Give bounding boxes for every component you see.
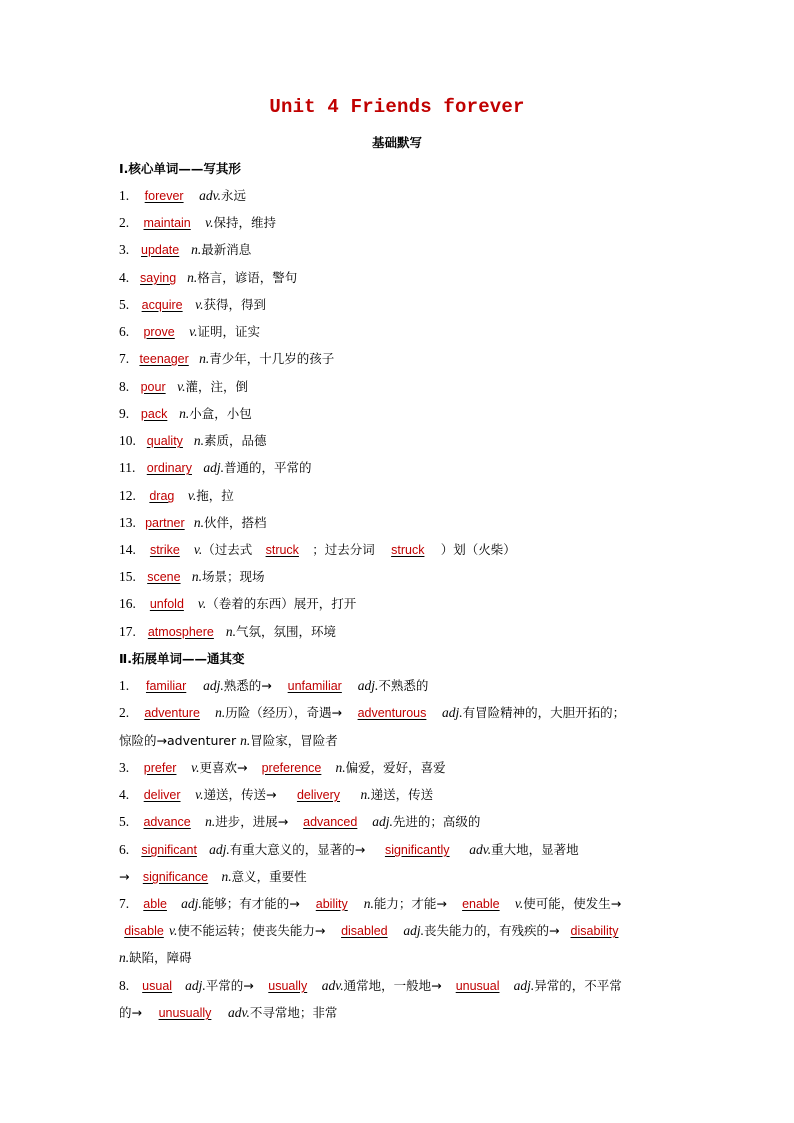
list-item (119, 431, 694, 451)
item-number: 16. (119, 596, 136, 611)
part-of-speech: adj. (203, 678, 224, 693)
list-item (119, 404, 694, 424)
meaning-text: 不寻常地；非常 (249, 1005, 338, 1020)
answer-blank: ability (315, 897, 348, 911)
answer-blank: adventurous (357, 706, 427, 720)
item-number: 14. (119, 542, 136, 557)
part-of-speech: adj. (185, 978, 206, 993)
meaning-text: 小盒，小包 (189, 406, 252, 421)
part-of-speech: n. (360, 787, 371, 802)
meaning-text: 的→ (119, 1005, 142, 1020)
page-title: Unit 4 Friends forever (269, 96, 525, 118)
item-number: 6. (119, 842, 130, 857)
meaning-text: 拖，拉 (196, 488, 234, 503)
answer-blank: pack (140, 407, 168, 421)
part-of-speech: adj. (203, 460, 225, 475)
answer-blank: unusual (455, 979, 500, 993)
part-of-speech: adj. (372, 814, 393, 829)
answer-blank: teenager (139, 352, 189, 366)
meaning-text: 先进的；高级的 (392, 814, 481, 829)
item-number: 7. (119, 351, 130, 366)
list-item-ext-8 (119, 976, 694, 996)
list-item (119, 186, 694, 206)
page-subtitle: 基础默写 (371, 135, 422, 150)
answer-blank: atmosphere (147, 625, 214, 639)
part-of-speech: n. (191, 569, 202, 584)
answer-blank: struck (265, 543, 299, 557)
meaning-text: 偏爱，爱好，喜爱 (345, 760, 446, 775)
answer-blank: familiar (145, 679, 187, 693)
item-number: 8. (119, 379, 130, 394)
part-of-speech: n. (205, 814, 216, 829)
item-number: 4. (119, 270, 130, 285)
item-number: 7. (119, 896, 130, 911)
meaning-text: 有冒险精神的，大胆开拓的； (462, 705, 626, 720)
meaning-text: 获得，得到 (203, 297, 267, 312)
section-heading-core-words: Ⅰ.核心单词——写其形 (119, 161, 241, 176)
meaning-text: 普通的，平常的 (224, 460, 312, 475)
meaning-text: 最新消息 (201, 242, 252, 257)
list-item-ext-8-cont (119, 1003, 694, 1023)
list-item (119, 513, 694, 533)
list-item-ext-5 (119, 812, 694, 832)
answer-blank: adventure (144, 706, 200, 720)
meaning-text: 能够；有才能的→ (201, 896, 300, 911)
answer-blank: significantly (384, 843, 450, 857)
answer-blank: forever (144, 189, 184, 203)
item-number: 3. (119, 760, 130, 775)
meaning-text: （过去式 (202, 542, 253, 557)
part-of-speech: n. (191, 242, 202, 257)
answer-blank: advance (143, 815, 191, 829)
meaning-text: 异常的，不平常 (534, 978, 622, 993)
part-of-speech: adv. (321, 978, 344, 993)
item-number: 5. (119, 297, 130, 312)
part-of-speech: adj. (441, 705, 463, 720)
list-item-ext-4 (119, 785, 694, 805)
answer-blank: quality (146, 434, 183, 448)
meaning-text: 气氛，氛围，环境 (236, 624, 337, 639)
meaning-text: 格言，谚语，警句 (197, 270, 298, 285)
meaning-text: 递送，传送 (370, 787, 434, 802)
meaning-text: 青少年，十几岁的孩子 (209, 351, 335, 366)
part-of-speech: v. (177, 379, 186, 394)
part-of-speech: v. (514, 896, 524, 911)
item-number: 6. (119, 324, 130, 339)
answer-blank: delivery (296, 788, 341, 802)
meaning-text: 保持，维持 (213, 215, 277, 230)
answer-blank: saying (140, 271, 177, 285)
part-of-speech: v. (191, 760, 200, 775)
answer-blank: pour (140, 380, 166, 394)
item-number: 13. (119, 515, 136, 530)
arrow-text: → (119, 869, 130, 884)
answer-blank: prove (143, 325, 175, 339)
part-of-speech: n. (199, 351, 210, 366)
list-item-ext-1 (119, 676, 694, 696)
list-item-14 (119, 540, 694, 560)
item-number: 4. (119, 787, 130, 802)
list-item (119, 268, 694, 288)
list-item-ext-6-cont (119, 867, 694, 887)
meaning-text: 伙伴，搭档 (204, 515, 267, 530)
answer-blank: disability (570, 924, 619, 938)
meaning-text: 进步，进展→ (215, 814, 289, 829)
part-of-speech: n. (363, 896, 374, 911)
item-number: 2. (119, 215, 130, 230)
list-item-ext-2 (119, 703, 694, 723)
meaning-text: 有重大意义的，显著的→ (229, 842, 366, 857)
item-number: 9. (119, 406, 130, 421)
answer-blank: usual (142, 979, 173, 993)
item-number: 15. (119, 569, 136, 584)
part-of-speech: v. (195, 787, 204, 802)
list-item-ext-2-cont (119, 731, 694, 751)
answer-blank: strike (149, 543, 180, 557)
part-of-speech: n. (193, 515, 204, 530)
answer-blank: acquire (141, 298, 183, 312)
list-item-ext-3 (119, 758, 694, 778)
part-of-speech: adj. (357, 678, 379, 693)
meaning-text: 证明，证实 (197, 324, 261, 339)
answer-blank: scene (147, 570, 181, 584)
item-number: 1. (119, 678, 130, 693)
part-of-speech: n. (119, 950, 130, 965)
answer-blank: disabled (341, 924, 388, 938)
answer-blank: prefer (143, 761, 177, 775)
meaning-text: 丧失能力的，有残疾的→ (424, 923, 560, 938)
list-item (119, 213, 694, 233)
meaning-text: 递送，传送→ (203, 787, 277, 802)
meaning-text: 场景；现场 (202, 569, 265, 584)
meaning-text: 永远 (221, 188, 247, 203)
part-of-speech: adj. (403, 923, 424, 938)
part-of-speech: n. (193, 433, 204, 448)
answer-blank: unfamiliar (287, 679, 342, 693)
list-item (119, 377, 694, 397)
meaning-text: ）划（火柴） (440, 542, 516, 557)
meaning-text: 通常地，一般地→ (343, 978, 442, 993)
meaning-text: 使可能，使发生→ (523, 896, 622, 911)
answer-blank: maintain (143, 216, 191, 230)
meaning-text: 重大地，显著地 (491, 842, 579, 857)
list-item (119, 486, 694, 506)
list-item (119, 622, 694, 642)
part-of-speech: n. (179, 406, 190, 421)
part-of-speech: adj. (513, 978, 535, 993)
meaning-text: 能力；才能→ (373, 896, 447, 911)
list-item (119, 349, 694, 369)
item-number: 12. (119, 488, 136, 503)
meaning-text: 灌，注，倒 (185, 379, 249, 394)
meaning-text: 熟悉的→ (223, 678, 272, 693)
answer-blank: unfold (149, 597, 184, 611)
part-of-speech: v. (195, 297, 204, 312)
part-of-speech: n. (240, 733, 251, 748)
list-item-ext-7 (119, 894, 694, 914)
meaning-text: 惊险的→adventurer (119, 733, 241, 748)
part-of-speech: n. (187, 270, 198, 285)
part-of-speech: adj. (209, 842, 230, 857)
answer-blank: advanced (303, 815, 358, 829)
list-item-ext-6 (119, 840, 694, 860)
meaning-text: 不熟悉的 (378, 678, 429, 693)
answer-blank: able (143, 897, 167, 911)
answer-blank: enable (462, 897, 500, 911)
answer-blank: drag (149, 489, 175, 503)
item-number: 1. (119, 188, 130, 203)
part-of-speech: n. (225, 624, 236, 639)
list-item (119, 458, 694, 478)
list-item (119, 322, 694, 342)
meaning-text: 缺陷，障碍 (129, 950, 192, 965)
list-item (119, 567, 694, 587)
part-of-speech: v. (187, 488, 197, 503)
item-number: 3. (119, 242, 130, 257)
item-number: 5. (119, 814, 130, 829)
item-number: 10. (119, 433, 136, 448)
answer-blank: ordinary (146, 461, 192, 475)
meaning-text: 历险（经历），奇遇→ (225, 705, 342, 720)
answer-blank: unusually (158, 1006, 212, 1020)
item-number: 2. (119, 705, 130, 720)
list-item-ext-7-cont (119, 921, 694, 941)
part-of-speech: n. (221, 869, 232, 884)
answer-blank: update (141, 243, 180, 257)
part-of-speech: adv. (199, 188, 221, 203)
meaning-text: ；过去分词 (312, 542, 375, 557)
answer-blank: significant (141, 843, 197, 857)
answer-blank: preference (261, 761, 322, 775)
part-of-speech: adj. (181, 896, 202, 911)
list-item (119, 240, 694, 260)
list-item (119, 594, 694, 614)
part-of-speech: n. (215, 705, 226, 720)
meaning-text: 意义，重要性 (231, 869, 307, 884)
part-of-speech: v. (169, 923, 178, 938)
meaning-text: 平常的→ (205, 978, 254, 993)
answer-blank: significance (142, 870, 209, 884)
section-heading-extended-words: Ⅱ.拓展单词——通其变 (119, 651, 245, 666)
part-of-speech: n. (335, 760, 346, 775)
item-number: 8. (119, 978, 130, 993)
meaning-text: （卷着的东西）展开，打开 (206, 596, 357, 611)
meaning-text: 更喜欢→ (199, 760, 248, 775)
part-of-speech: v. (189, 324, 198, 339)
answer-blank: partner (145, 516, 185, 530)
item-number: 17. (119, 624, 136, 639)
list-item (119, 295, 694, 315)
meaning-text: 冒险家，冒险者 (250, 733, 338, 748)
item-number: 11. (119, 460, 136, 475)
meaning-text: 素质，品德 (204, 433, 267, 448)
answer-blank: disable (124, 924, 164, 938)
part-of-speech: adv. (469, 842, 492, 857)
part-of-speech: v. (197, 596, 207, 611)
part-of-speech: v. (205, 215, 214, 230)
part-of-speech: v. (193, 542, 203, 557)
part-of-speech: adv. (227, 1005, 250, 1020)
meaning-text: 使不能运转；使丧失能力→ (177, 923, 326, 938)
answer-blank: usually (268, 979, 308, 993)
answer-blank: struck (391, 543, 425, 557)
list-item-ext-7-cont2 (119, 948, 694, 968)
answer-blank: deliver (143, 788, 181, 802)
